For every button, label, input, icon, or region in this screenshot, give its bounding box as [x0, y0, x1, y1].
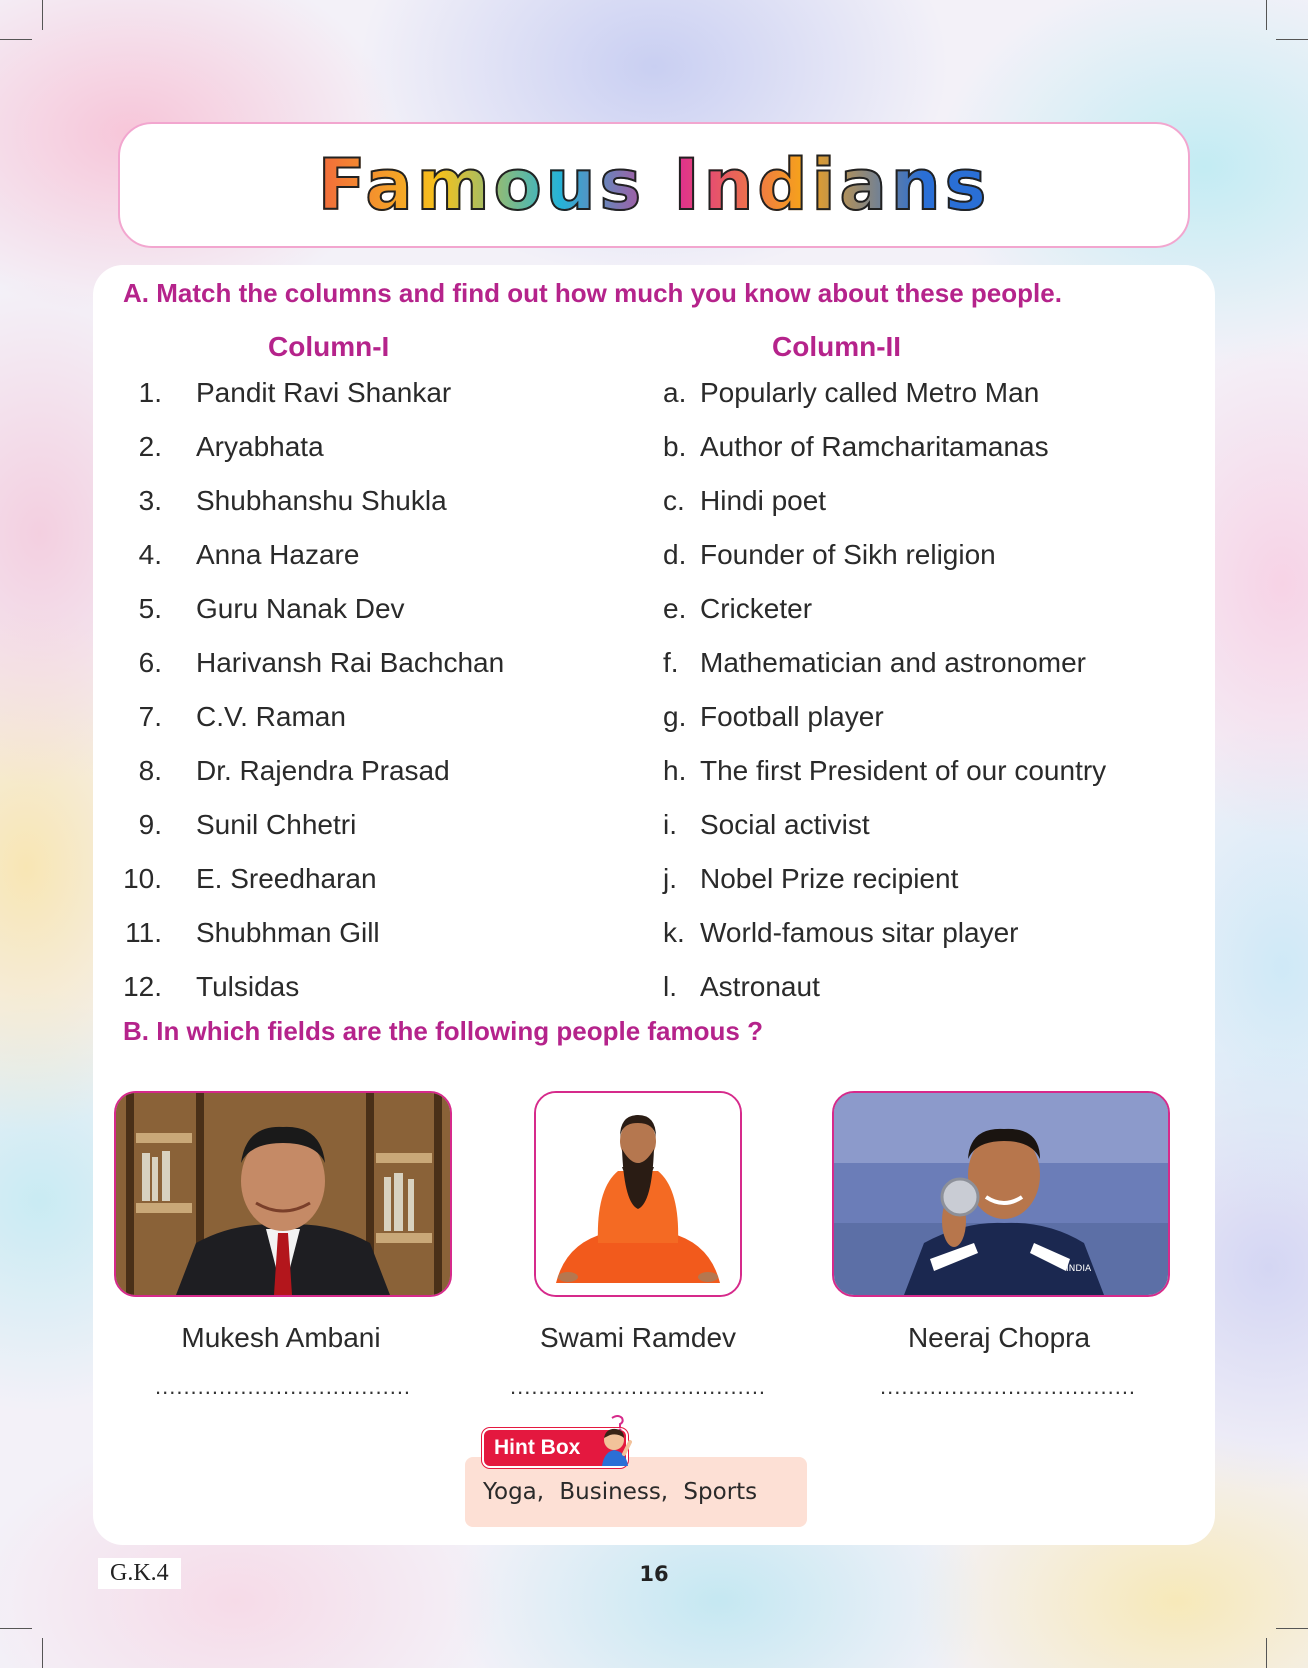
item-letter: f.: [663, 647, 679, 678]
person-name: Anna Hazare: [196, 539, 360, 570]
item-letter: i.: [663, 809, 677, 840]
item-number: 7.: [138, 701, 162, 732]
description: Author of Ramcharitamanas: [700, 431, 1049, 462]
item-letter: d.: [663, 539, 687, 570]
crop-mark: [1276, 1628, 1308, 1629]
item-number: 5.: [138, 593, 162, 624]
thinking-child-icon: [598, 1414, 634, 1466]
person-name: Tulsidas: [196, 971, 300, 1002]
answer-line-2[interactable]: ....................................: [510, 1374, 767, 1399]
page-number: 16: [639, 1562, 669, 1586]
item-letter: b.: [663, 431, 687, 462]
item-letter: j.: [663, 863, 677, 894]
item-number: 11.: [125, 917, 162, 948]
answer-line-1[interactable]: ....................................: [155, 1374, 412, 1399]
item-number: 3.: [138, 485, 162, 516]
description: Social activist: [700, 809, 870, 840]
crop-mark: [42, 0, 43, 30]
hint-text: Yoga, Business, Sports: [483, 1479, 758, 1505]
photo-neeraj-chopra: [832, 1091, 1170, 1297]
portrait-businessman-image: [116, 1093, 450, 1295]
description: World-famous sitar player: [700, 917, 1019, 948]
item-number: 1.: [138, 377, 162, 408]
item-letter: l.: [663, 971, 677, 1002]
item-number: 6.: [138, 647, 162, 678]
caption-swami-ramdev: Swami Ramdev: [539, 1322, 737, 1353]
item-number: 8.: [138, 755, 162, 786]
item-letter: c.: [663, 485, 685, 516]
answer-line-3[interactable]: ....................................: [880, 1374, 1137, 1399]
description: Founder of Sikh religion: [700, 539, 996, 570]
description: Football player: [700, 701, 884, 732]
person-name: Harivansh Rai Bachchan: [196, 647, 505, 678]
item-letter: g.: [663, 701, 687, 732]
person-name: Shubhman Gill: [196, 917, 380, 948]
person-name: Shubhanshu Shukla: [196, 485, 447, 516]
item-letter: k.: [663, 917, 685, 948]
description: Nobel Prize recipient: [700, 863, 959, 894]
section-b-heading: B. In which fields are the following people famous ?: [123, 1016, 763, 1046]
description: The first President of our country: [700, 755, 1107, 786]
crop-mark: [1266, 0, 1267, 30]
description: Astronaut: [700, 971, 820, 1002]
crop-mark: [42, 1638, 43, 1668]
crop-mark: [0, 1628, 32, 1629]
crop-mark: [1276, 39, 1308, 40]
description: Cricketer: [700, 593, 813, 624]
item-number: 9.: [138, 809, 162, 840]
item-letter: e.: [663, 593, 687, 624]
item-number: 10.: [123, 863, 162, 894]
description: Popularly called Metro Man: [700, 377, 1040, 408]
item-number: 12.: [123, 971, 162, 1002]
book-code: G.K.4: [98, 1558, 181, 1589]
title-banner: [118, 122, 1190, 248]
item-number: 4.: [138, 539, 162, 570]
person-name: C.V. Raman: [196, 701, 346, 732]
person-name: Dr. Rajendra Prasad: [196, 755, 450, 786]
item-letter: h.: [663, 755, 687, 786]
person-name: Pandit Ravi Shankar: [196, 377, 452, 408]
svg-text:INDIA: INDIA: [1066, 1264, 1092, 1274]
hint-label-text: Hint Box: [494, 1436, 581, 1459]
section-a-heading: A. Match the columns and find out how much you know about these people.: [123, 278, 1062, 308]
crop-mark: [0, 39, 32, 40]
crop-mark: [1266, 1638, 1267, 1668]
portrait-yoga-guru-image: [536, 1093, 740, 1295]
photo-swami-ramdev: [534, 1091, 742, 1297]
person-name: E. Sreedharan: [196, 863, 377, 894]
caption-neeraj-chopra: Neeraj Chopra: [907, 1322, 1091, 1353]
portrait-athlete-image: [834, 1093, 1168, 1295]
description: Hindi poet: [700, 485, 827, 516]
page-title: Famous Indians: [317, 144, 991, 226]
photo-mukesh-ambani: [114, 1091, 452, 1297]
description: Mathematician and astronomer: [700, 647, 1086, 678]
column-1-header: Column-I: [268, 331, 390, 362]
column-2-header: Column-II: [772, 331, 902, 362]
caption-mukesh-ambani: Mukesh Ambani: [181, 1322, 381, 1353]
item-number: 2.: [138, 431, 162, 462]
item-letter: a.: [663, 377, 687, 408]
person-name: Aryabhata: [196, 431, 324, 462]
person-name: Sunil Chhetri: [196, 809, 357, 840]
person-name: Guru Nanak Dev: [196, 593, 405, 624]
